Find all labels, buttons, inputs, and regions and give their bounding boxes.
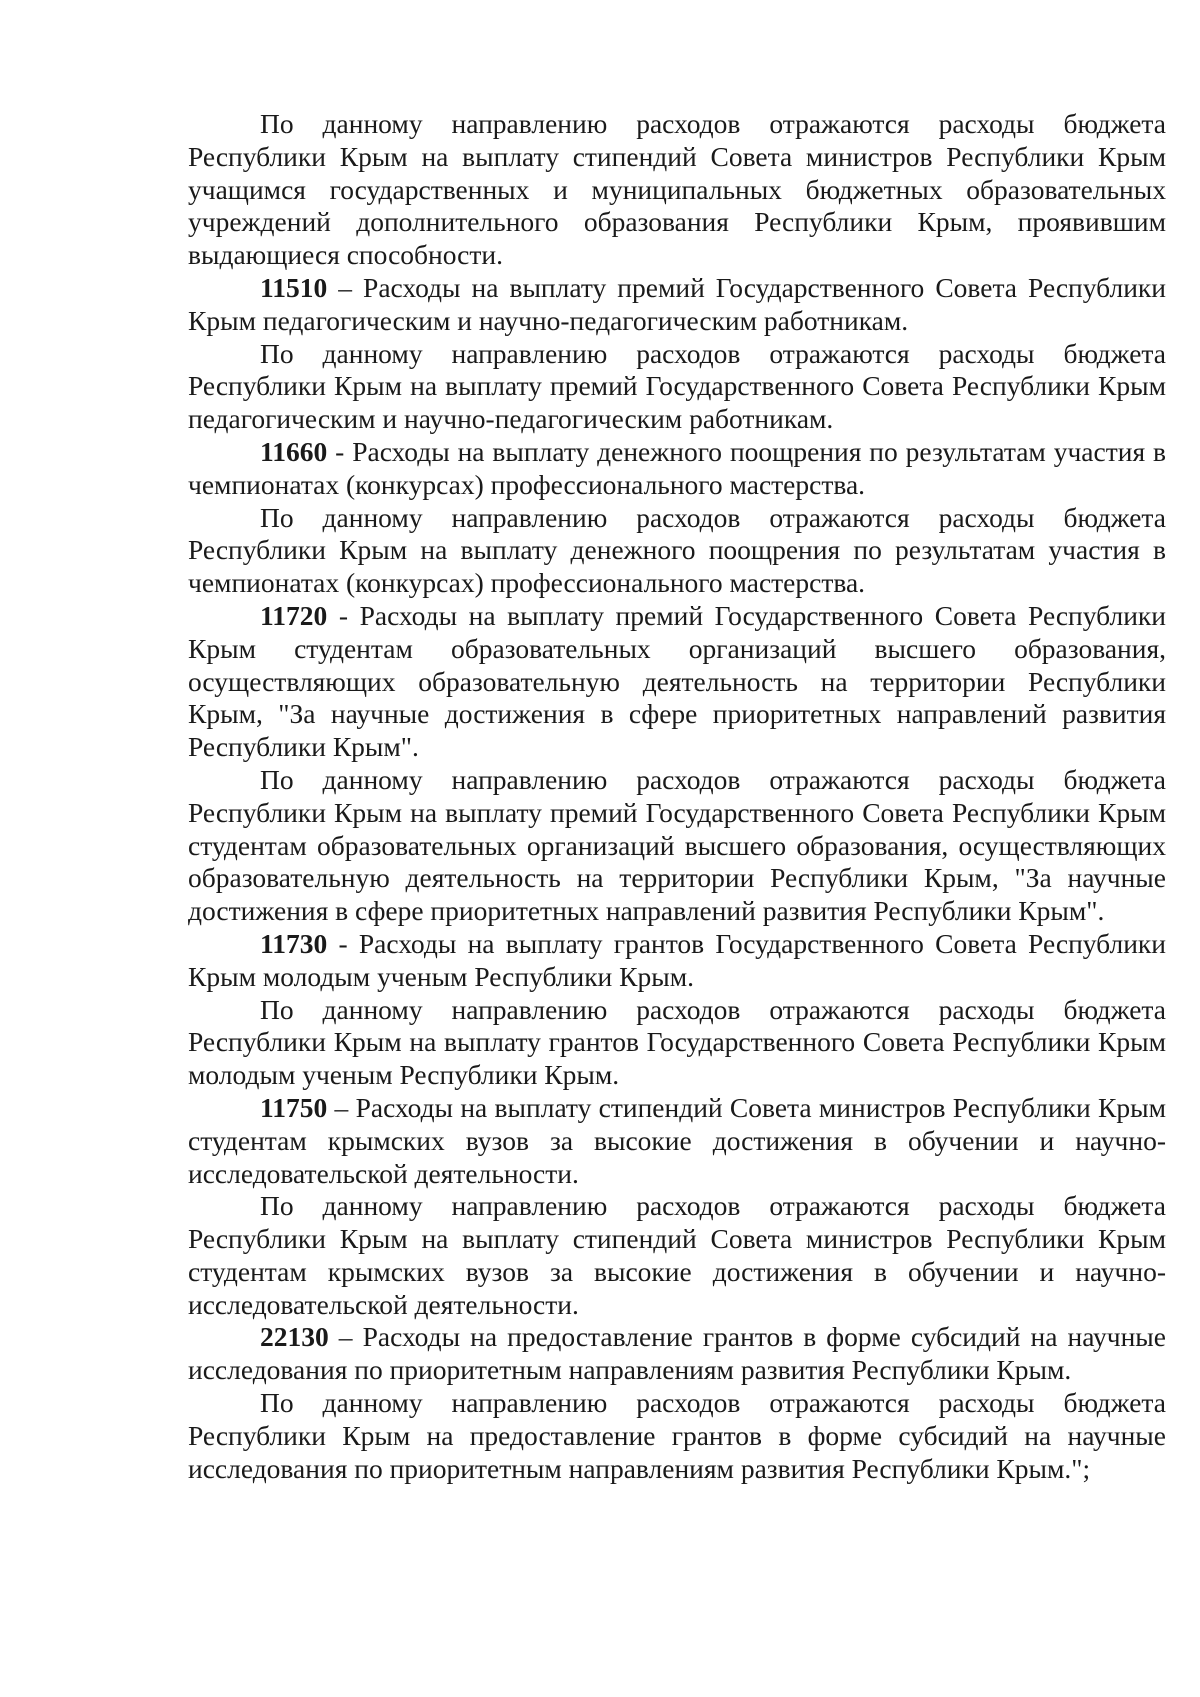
expense-code: 11720	[260, 599, 328, 631]
paragraph-12	[188, 1321, 1166, 1387]
paragraph-10	[188, 1092, 1166, 1190]
paragraph-11	[188, 1190, 1166, 1321]
paragraph-2	[188, 272, 1166, 338]
paragraph-text: По данному направлению расходов отражаются расходы бюджета Республики Крым на выплату стипендий Совета министров Республики Крым учащимся государственных и муниципальных бюджетных образовательных учреждений дополнительного образования Республики Крым, проявившим выдающиеся способности.	[188, 108, 1166, 271]
paragraph-text: По данному направлению расходов отражаются расходы бюджета Республики Крым на предоставление грантов в форме субсидий на научные исследования по приоритетным направлениям развития Республики Крым.";	[188, 1387, 1166, 1484]
paragraph-text: По данному направлению расходов отражаются расходы бюджета Республики Крым на выплату грантов Государственного Совета Республики Крым молодым ученым Республики Крым.	[188, 993, 1166, 1091]
paragraph-9	[188, 994, 1166, 1092]
paragraph-8	[188, 928, 1166, 994]
document-page	[188, 108, 1166, 1485]
paragraph-13	[188, 1387, 1166, 1485]
paragraph-text: По данному направлению расходов отражаются расходы бюджета Республики Крым на выплату стипендий Совета министров Республики Крым студентам крымских вузов за высокие достижения в обучении и научно-исследовательской деятельности.	[188, 1190, 1166, 1320]
paragraph-4	[188, 436, 1166, 502]
paragraph-text: По данному направлению расходов отражаются расходы бюджета Республики Крым на выплату денежного поощрения по результатам участия в чемпионатах (конкурсах) профессионального мастерства.	[188, 501, 1166, 599]
paragraph-7	[188, 764, 1166, 928]
paragraph-text: – Расходы на выплату стипендий Совета министров Республики Крым студентам крымских вузов за высокие достижения в обучении и научно-исследовательской деятельности.	[188, 1091, 1166, 1189]
paragraph-text: По данному направлению расходов отражаются расходы бюджета Республики Крым на выплату премий Государственного Совета Республики Крым педагогическим и научно-педагогическим работникам.	[188, 337, 1166, 435]
paragraph-text: По данному направлению расходов отражаются расходы бюджета Республики Крым на выплату премий Государственного Совета Республики Крым студентам образовательных организаций высшего образования, осуществляющих образовательную деятельность на территории Республики Крым, "За научные достижения в сфере приоритетных направлений развития Республики Крым".	[188, 763, 1166, 927]
expense-code: 22130	[260, 1321, 329, 1353]
paragraph-1	[188, 108, 1166, 272]
expense-code: 11730	[260, 927, 328, 959]
paragraph-3	[188, 338, 1166, 436]
paragraph-6	[188, 600, 1166, 764]
paragraph-text: – Расходы на выплату премий Государственного Совета Республики Крым педагогическим и научно-педагогическим работникам.	[188, 271, 1166, 336]
expense-code: 11750	[260, 1091, 328, 1123]
paragraph-text: – Расходы на предоставление грантов в форме субсидий на научные исследования по приоритетным направлениям развития Республики Крым.	[188, 1321, 1166, 1386]
paragraph-text: - Расходы на выплату денежного поощрения по результатам участия в чемпионатах (конкурсах) профессионального мастерства.	[188, 435, 1166, 500]
paragraph-text: - Расходы на выплату премий Государственного Совета Республики Крым студентам образовательных организаций высшего образования, осуществляющих образовательную деятельность на территории Республики Крым, "За научные достижения в сфере приоритетных направлений развития Республики Крым".	[188, 599, 1166, 763]
expense-code: 11660	[260, 435, 328, 467]
paragraph-5	[188, 502, 1166, 600]
expense-code: 11510	[260, 271, 328, 303]
paragraph-text: - Расходы на выплату грантов Государственного Совета Республики Крым молодым ученым Республики Крым.	[188, 927, 1166, 992]
